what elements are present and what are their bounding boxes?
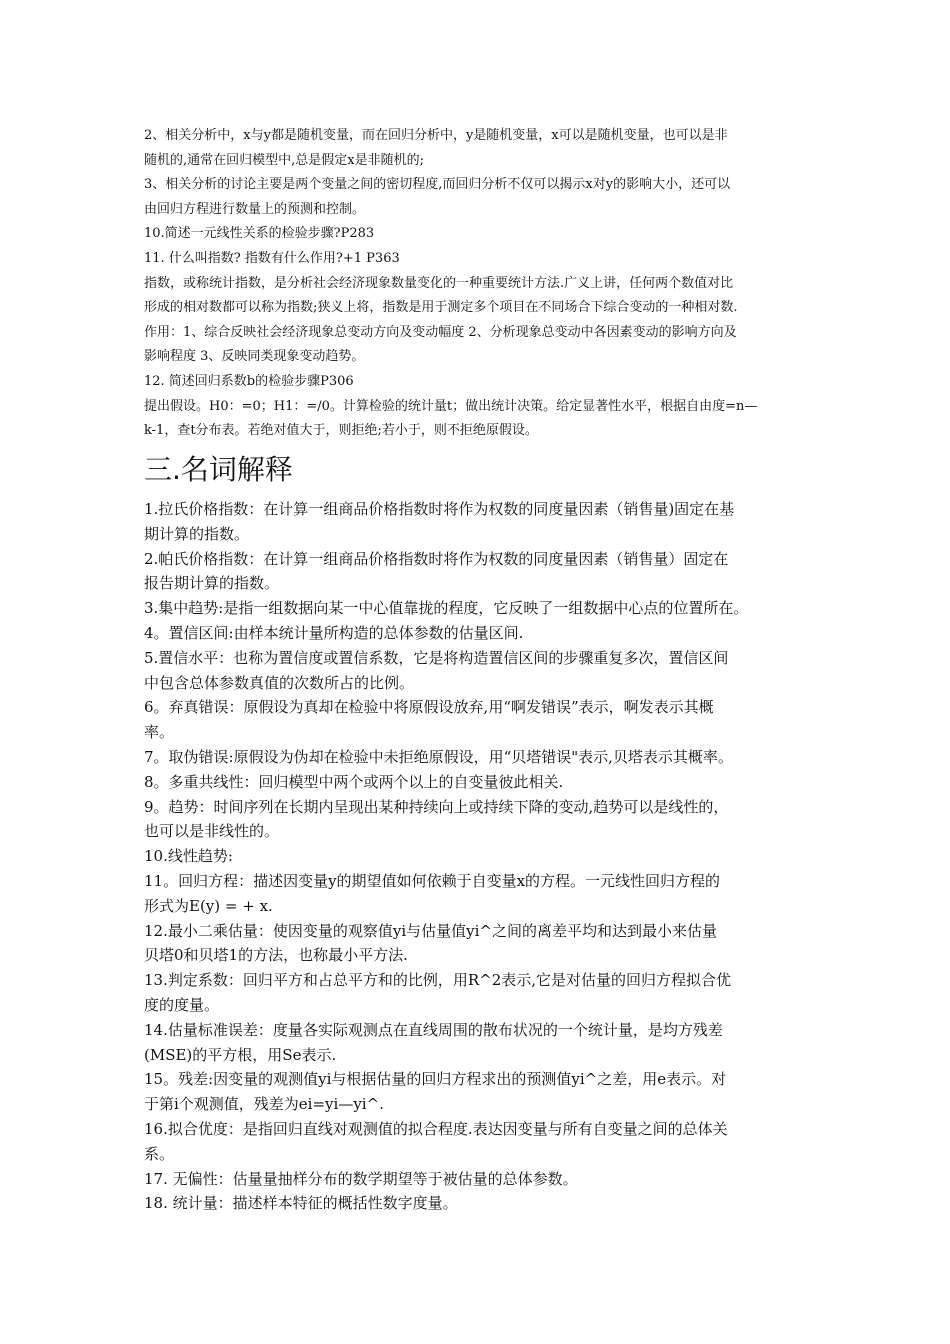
text-line: 由回归方程进行数量上的预测和控制。	[144, 201, 366, 217]
glossary-line: 中包含总体参数真值的次数所占的比例。	[144, 673, 415, 692]
glossary-line: 2.帕氏价格指数：在计算一组商品价格指数时将作为权数的同度量因素（销售量）固定在	[144, 549, 729, 568]
glossary-line: 3.集中趋势:是指一组数据向某一中心值靠拢的程度，它反映了一组数据中心点的位置所在。	[144, 599, 749, 618]
answers-section	[144, 124, 816, 444]
text-line: 2、相关分析中，x与y都是随机变量，而在回归分析中，y是随机变量，x可以是随机变量，也可以是非	[144, 128, 728, 143]
glossary-line: 10.线性趋势:	[144, 847, 233, 866]
glossary-line: 8。多重共线性：回归模型中两个或两个以上的自变量彼此相关.	[144, 772, 564, 791]
glossary-line: 也可以是非线性的。	[144, 822, 280, 841]
glossary-line: 11。回归方程：描述因变量y的期望值如何依赖于自变量x的方程。一元线性回归方程的	[144, 871, 721, 890]
question-line: 12. 简述回归系数b的检验步骤P306	[144, 373, 354, 389]
text-line: 作用：1、综合反映社会经济现象总变动方向及变动幅度 2、分析现象总变动中各因素变动的影响方向及	[144, 324, 737, 340]
glossary-section	[144, 497, 816, 1216]
glossary-line: 15。残差:因变量的观测值yi与根据估量的回归方程求出的预测值yi^之差，用e表示。对	[144, 1070, 727, 1089]
glossary-line: 16.拟合优度：是指回归直线对观测值的拟合程度.表达因变量与所有自变量之间的总体关	[144, 1119, 728, 1138]
glossary-line: 系。	[144, 1144, 175, 1163]
text-line: k-1，查t分布表。若绝对值大于，则拒绝;若小于，则不拒绝原假设。	[144, 423, 538, 439]
section-heading: 三.名词解释	[144, 453, 293, 486]
glossary-line: 14.估量标准误差：度量各实际观测点在直线周围的散布状况的一个统计量，是均方残差	[144, 1020, 723, 1039]
text-line: 形成的相对数都可以称为指数;狭义上将，指数是用于测定多个项目在不同场合下综合变动的一种相对数.	[144, 300, 738, 316]
glossary-line: 9。趋势：时间序列在长期内呈现出某种持续向上或持续下降的变动,趋势可以是线性的，	[144, 797, 729, 816]
glossary-line: 13.判定系数：回归平方和占总平方和的比例，用R^2表示,它是对估量的回归方程拟合优	[144, 971, 732, 990]
glossary-line: 报告期计算的指数。	[144, 574, 280, 593]
glossary-line: 于第i个观测值，残差为ei=yi—yi^.	[144, 1095, 384, 1114]
question-line: 11. 什么叫指数? 指数有什么作用?+1 P363	[144, 250, 400, 266]
glossary-line: 1.拉氏价格指数：在计算一组商品价格指数时将作为权数的同度量因素（销售量)固定在基	[144, 500, 735, 518]
text-line: 影响程度 3、反映同类现象变动趋势。	[144, 349, 365, 365]
glossary-line: 18. 统计量：描述样本特征的概括性数字度量。	[144, 1194, 458, 1213]
text-line: 提出假设。H0：=0；H1：=/0。计算检验的统计量t；做出统计决策。给定显著性水平，根据自由度=n—	[144, 398, 758, 414]
glossary-line: 贝塔0和贝塔1的方法，也称最小平方法.	[144, 946, 408, 965]
glossary-line: (MSE)的平方根，用Se表示.	[144, 1045, 337, 1064]
glossary-line: 12.最小二乘估量：使因变量的观察值yi与估量值yi^之间的离差平均和达到最小来估量	[144, 921, 717, 940]
glossary-line: 7。取伪错误:原假设为伪却在检验中未拒绝原假设，用“贝塔错误"表示,贝塔表示其概率。	[144, 747, 733, 766]
text-line: 3、相关分析的讨论主要是两个变量之间的密切程度,而回归分析不仅可以揭示x对y的影响大小，还可以	[144, 177, 731, 193]
text-line: 随机的,通常在回归模型中,总是假定x是非随机的;	[144, 152, 424, 168]
glossary-line: 6。弃真错误：原假设为真却在检验中将原假设放弃,用“啊发错误”表示，啊发表示其概	[144, 698, 714, 717]
glossary-line: 度的度量。	[144, 995, 220, 1014]
glossary-line: 4。置信区间:由样本统计量所构造的总体参数的估量区间.	[144, 623, 524, 642]
glossary-line: 形式为E(y) = + x.	[144, 896, 273, 915]
text-line: 指数，或称统计指数，是分析社会经济现象数量变化的一种重要统计方法.广义上讲，任何两个数值对比	[144, 275, 734, 291]
glossary-line: 率。	[144, 723, 175, 742]
glossary-line: 期计算的指数。	[144, 524, 250, 543]
glossary-line: 17. 无偏性：估量量抽样分布的数学期望等于被估量的总体参数。	[144, 1169, 578, 1188]
question-line: 10.简述一元线性关系的检验步骤?P283	[144, 226, 375, 242]
glossary-line: 5.置信水平：也称为置信度或置信系数，它是将构造置信区间的步骤重复多次，置信区间	[144, 648, 729, 667]
